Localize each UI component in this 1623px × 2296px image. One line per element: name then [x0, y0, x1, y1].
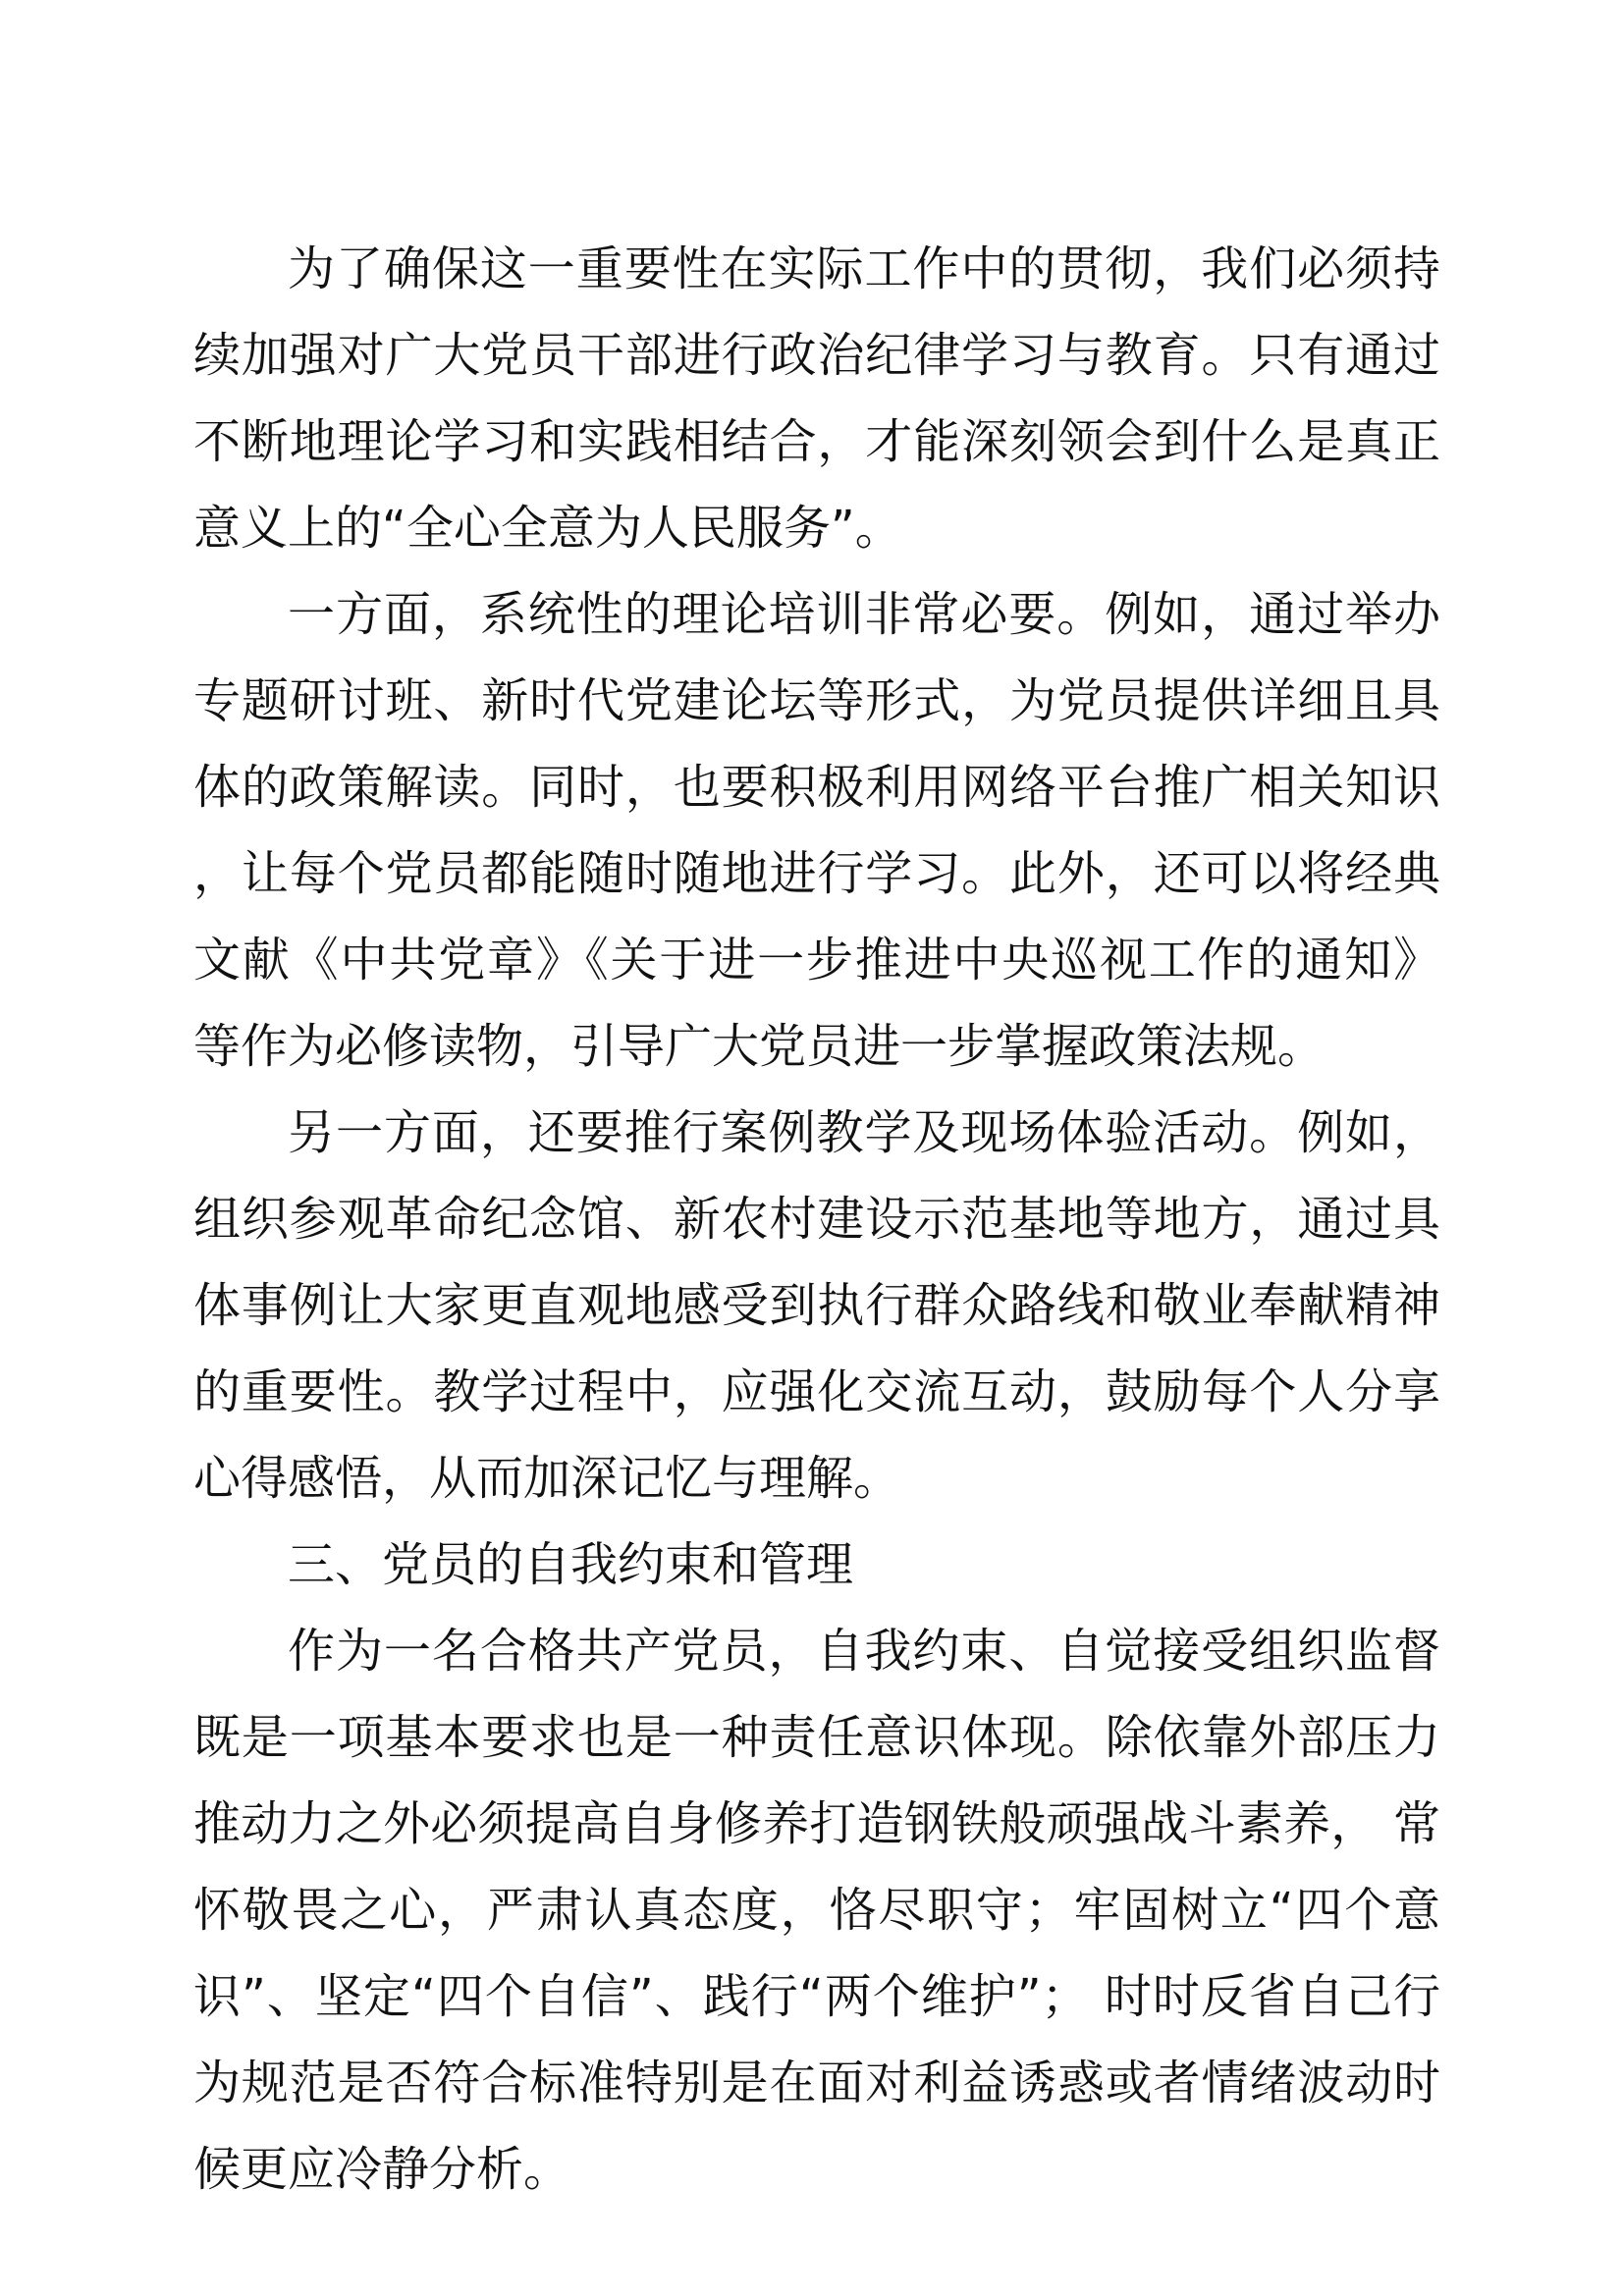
section-heading-self-discipline: 三、党员的自我约束和管理 — [288, 1537, 854, 1592]
paragraph-case-teaching: 另一方面，还要推行案例教学及现场体验活动。例如，组织参观革命纪念馆、新农村建设示范基地等地方，通过具体事例让大家更直观地感受到执行群众路线和敬业奉献精神的重要性。教学过程中，应强化交流互动，鼓励每个人分享心得感悟，从而加深记忆与理解。 — [193, 1105, 1440, 1506]
paragraph-theory-training: 一方面，系统性的理论培训非常必要。例如，通过举办专题研讨班、新时代党建论坛等形式，为党员提供详细且具体的政策解读。同时，也要积极利用网络平台推广相关知识，让每个党员都能随时随地进行学习。此外，还可以将经典文献《中共党章》《关于进一步推进中央巡视工作的通知》等作为必修读物，引导广大党员进一步掌握政策法规。 — [193, 587, 1440, 1074]
document-body — [193, 226, 1440, 2213]
paragraph-self-restraint: 作为一名合格共产党员，自我约束、自觉接受组织监督既是一项基本要求也是一种责任意识体现。除依靠外部压力推动力之外必须提高自身修养打造钢铁般顽强战斗素养， 常怀敬畏之心，严肃认真态度，恪尽职守；牢固树立“四个意识”、坚定“四个自信”、践行“两个维护”； 时时反省自己行为规范是否符合标准特别是在面对利益诱惑或者情绪波动时候更应冷静分析。 — [193, 1624, 1440, 2197]
paragraph-political-discipline-education: 为了确保这一重要性在实际工作中的贯彻，我们必须持续加强对广大党员干部进行政治纪律学习与教育。只有通过不断地理论学习和实践相结合，才能深刻领会到什么是真正意义上的“全心全意为人民服务”。 — [193, 241, 1440, 556]
